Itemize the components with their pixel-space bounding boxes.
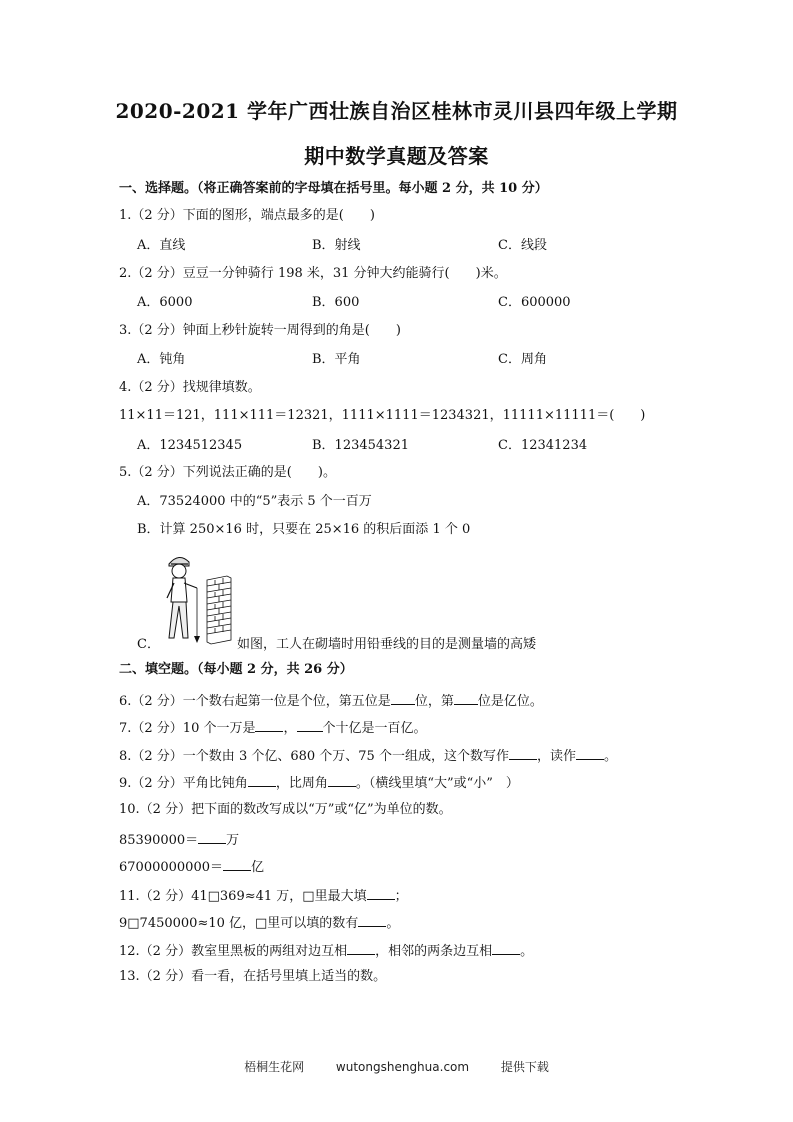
q9-text-3: 。（横线里填“大”或“小” ） <box>355 776 519 791</box>
q12-text-3: 。 <box>520 944 534 959</box>
question-6 <box>119 690 543 711</box>
question-8 <box>119 745 617 766</box>
q10-item-2-number: 67000000000＝ <box>119 860 223 875</box>
q11-blank-2 <box>358 912 386 927</box>
question-2: 2.（2 分）豆豆一分钟骑行 198 米，31 分钟大约能骑行( )米。 <box>119 266 507 281</box>
q8-blank-1 <box>509 745 537 760</box>
q4-expression: 11×11＝121，111×111＝12321，1111×1111＝1234321，11111×11111＝( ) <box>119 408 646 423</box>
q5-option-c-label: C． <box>137 637 160 652</box>
title-line-2: 期中数学真题及答案 <box>304 144 489 168</box>
q11-blank-1 <box>367 885 395 900</box>
q12-text-1: 12.（2 分）教室里黑板的两组对边互相 <box>119 944 348 959</box>
q4-option-a: A．1234512345 <box>137 438 243 453</box>
q6-text-1: 6.（2 分）一个数右起第一位是个位，第五位是 <box>119 694 391 709</box>
question-5: 5.（2 分）下列说法正确的是( )。 <box>119 465 336 480</box>
q1-option-c: C．线段 <box>498 238 547 253</box>
q7-blank-1 <box>255 717 283 732</box>
q3-option-a: A．钝角 <box>137 352 186 367</box>
q7-text-3: 个十亿是一百亿。 <box>322 721 427 736</box>
q9-blank-1 <box>248 772 276 787</box>
section-2-heading: 二、填空题。（每小题 2 分，共 26 分） <box>119 662 353 677</box>
q10-item-1 <box>119 829 239 850</box>
q2-option-b: B．600 <box>312 295 360 310</box>
q2-option-a: A．6000 <box>137 295 193 310</box>
q11-text-4: 。 <box>386 916 400 931</box>
q3-option-c: C．周角 <box>498 352 547 367</box>
q1-option-b: B．射线 <box>312 238 361 253</box>
footer-note: 提供下载 <box>500 1060 549 1074</box>
q6-blank-1 <box>391 690 415 705</box>
worker-plumb-line-illustration <box>155 550 235 650</box>
q11-line-2 <box>119 912 399 933</box>
question-12 <box>119 940 533 961</box>
question-7 <box>119 717 427 738</box>
q10-blank-1 <box>198 829 226 844</box>
question-9 <box>119 772 519 793</box>
q5-option-b: B．计算 250×16 时，只要在 25×16 的积后面添 1 个 0 <box>137 522 471 537</box>
question-10: 10.（2 分）把下面的数改写成以“万”或“亿”为单位的数。 <box>119 802 452 817</box>
q4-option-c: C．12341234 <box>498 438 588 453</box>
title-line-1: 2020-2021 学年广西壮族自治区桂林市灵川县四年级上学期 <box>115 99 678 123</box>
section-1-heading: 一、选择题。（将正确答案前的字母填在括号里。每小题 2 分，共 10 分） <box>119 181 548 196</box>
q10-item-2-unit: 亿 <box>250 860 264 875</box>
page-footer <box>0 1058 793 1075</box>
q8-text-3: 。 <box>603 749 617 764</box>
question-3: 3.（2 分）钟面上秒针旋转一周得到的角是( ) <box>119 323 401 338</box>
q5-option-c: 如图，工人在砌墙时用铅垂线的目的是测量墙的高矮 <box>237 637 537 652</box>
question-1: 1.（2 分）下面的图形，端点最多的是( ) <box>119 208 375 223</box>
q9-text-2: ，比周角 <box>275 776 328 791</box>
q12-text-2: ，相邻的两条边互相 <box>375 944 493 959</box>
q10-blank-2 <box>223 856 251 871</box>
q7-text-1: 7.（2 分）10 个一万是 <box>119 721 256 736</box>
q8-text-1: 8.（2 分）一个数由 3 个亿、680 个万、75 个一组成，这个数写作 <box>119 749 509 764</box>
q8-blank-2 <box>576 745 604 760</box>
q11-text-1: 11.（2 分）41□369≈41 万，□里最大填 <box>119 889 367 904</box>
question-11 <box>119 885 408 906</box>
question-13: 13.（2 分）看一看，在括号里填上适当的数。 <box>119 969 387 984</box>
q1-option-a: A．直线 <box>137 238 186 253</box>
q9-blank-2 <box>328 772 356 787</box>
q4-option-b: B．123454321 <box>312 438 409 453</box>
q10-item-1-unit: 万 <box>226 833 240 848</box>
q8-text-2: ，读作 <box>536 749 576 764</box>
q7-blank-2 <box>297 717 323 732</box>
q7-text-2: ， <box>283 721 297 736</box>
q12-blank-2 <box>492 940 520 955</box>
q10-item-1-number: 85390000＝ <box>119 833 199 848</box>
q9-text-1: 9.（2 分）平角比钝角 <box>119 776 248 791</box>
q5-option-a: A．73524000 中的“5”表示 5 个一百万 <box>137 494 372 509</box>
question-4: 4.（2 分）找规律填数。 <box>119 380 261 395</box>
q2-option-c: C．600000 <box>498 295 571 310</box>
q3-option-b: B．平角 <box>312 352 361 367</box>
q12-blank-1 <box>347 940 375 955</box>
q6-text-2: 位，第 <box>414 694 454 709</box>
q11-text-2: ； <box>394 889 408 904</box>
q10-item-2 <box>119 856 264 877</box>
footer-url[interactable]: wutongshenghua.com <box>335 1060 470 1074</box>
footer-site-name: 梧桐生花网 <box>244 1060 305 1074</box>
q6-text-3: 位是亿位。 <box>477 694 543 709</box>
q11-text-3: 9□7450000≈10 亿，□里可以填的数有 <box>119 916 359 931</box>
q6-blank-2 <box>454 690 478 705</box>
